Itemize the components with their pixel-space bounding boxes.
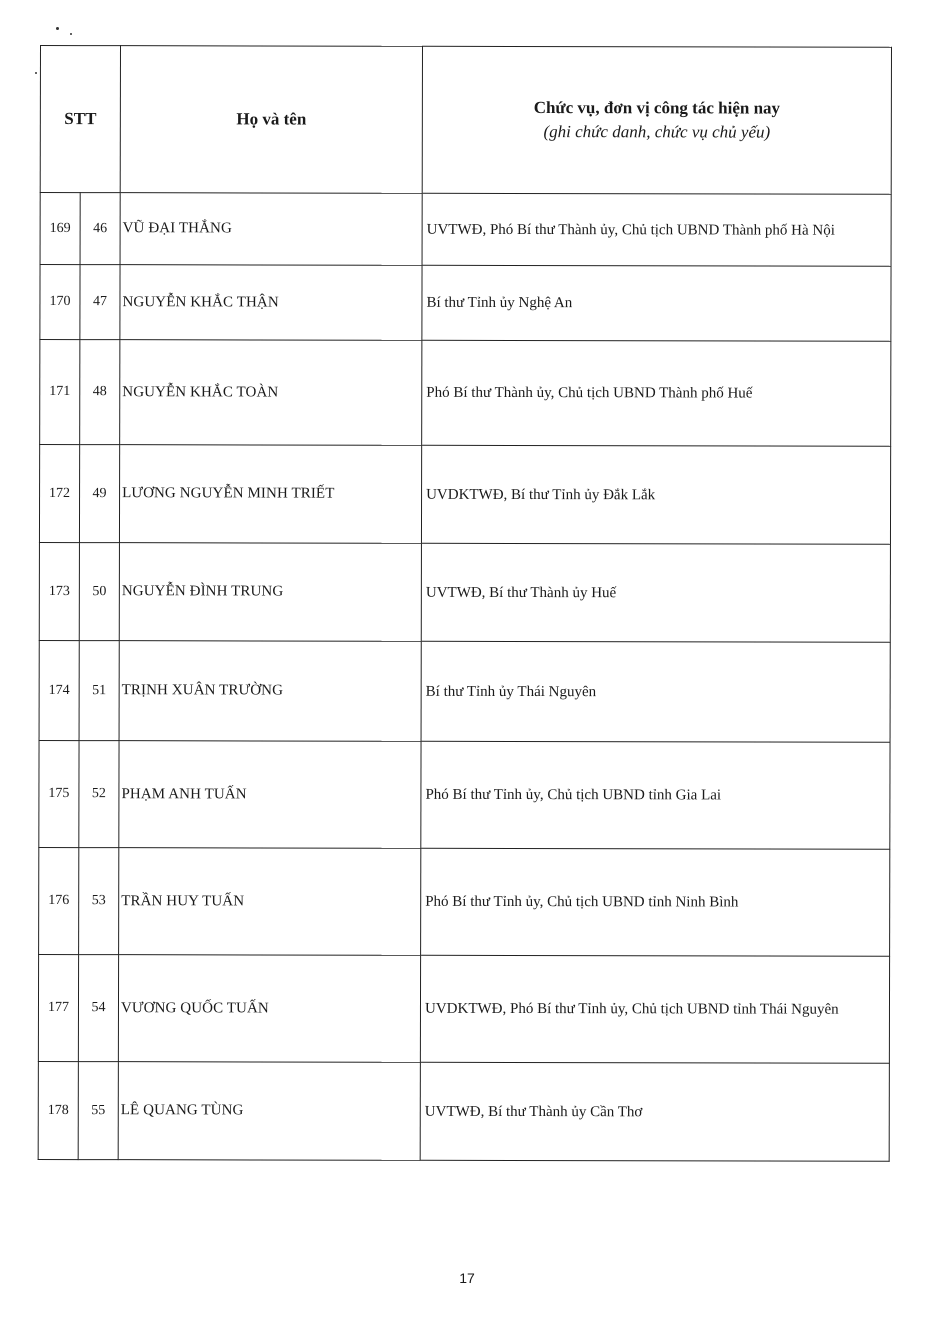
row-position: UVTWĐ, Bí thư Thành ủy Cần Thơ [420,1062,889,1161]
row-sub-index: 47 [80,265,120,340]
row-sub-index: 55 [78,1062,118,1160]
header-position-subtitle: (ghi chức danh, chức vụ chủ yếu) [543,122,771,142]
header-name: Họ và tên [120,46,422,194]
row-sub-index: 51 [79,641,119,741]
table-row [38,1061,889,1161]
row-name: TRỊNH XUÂN TRƯỜNG [119,641,421,742]
row-stt: 172 [39,445,79,543]
personnel-table [38,45,892,1162]
row-stt: 176 [39,847,79,954]
row-stt: 178 [38,1061,78,1159]
table-row [39,640,890,742]
table-row [39,740,890,849]
row-sub-index: 46 [80,193,120,265]
table-row [39,847,890,956]
table-row [40,193,891,267]
row-sub-index: 53 [79,848,119,955]
row-sub-index: 52 [79,741,119,848]
row-name: NGUYỄN KHẮC TOÀN [120,340,422,446]
table-row [40,340,891,447]
row-position: Phó Bí thư Tỉnh ủy, Chủ tịch UBND tỉnh Ninh Bình [421,848,890,956]
table-header-row [40,46,891,195]
scan-speck [56,27,59,30]
row-position: Phó Bí thư Thành ủy, Chủ tịch UBND Thành phố Huế [422,340,891,446]
header-position-title: Chức vụ, đơn vị công tác hiện nay [533,98,781,118]
header-position [422,46,891,194]
row-name: LÊ QUANG TÙNG [118,1062,420,1161]
row-stt: 175 [39,740,79,847]
table-row [39,542,890,642]
scan-speck [35,72,37,74]
row-name: NGUYỄN KHẮC THẬN [120,265,422,341]
row-stt: 173 [39,542,79,640]
row-name: VŨ ĐẠI THẮNG [120,193,422,266]
row-name: PHẠM ANH TUẤN [119,741,421,849]
row-sub-index: 48 [80,340,120,445]
row-name: TRẦN HUY TUẤN [119,848,421,956]
table-row [39,445,890,545]
row-position: Bí thư Tỉnh ủy Nghệ An [422,265,891,341]
row-position: UVTWĐ, Bí thư Thành ủy Huế [421,543,890,642]
row-position: UVTWĐ, Phó Bí thư Thành ủy, Chủ tịch UBND Thành phố Hà Nội [422,193,891,266]
table-row [38,954,889,1063]
row-stt: 170 [40,265,80,340]
page-number: 17 [459,1270,475,1286]
row-stt: 171 [40,340,80,445]
row-stt: 177 [38,954,78,1061]
row-name: NGUYỄN ĐÌNH TRUNG [119,543,421,642]
row-sub-index: 50 [79,543,119,641]
row-position: Phó Bí thư Tỉnh ủy, Chủ tịch UBND tỉnh Gia Lai [421,741,890,849]
row-stt: 174 [39,640,79,740]
row-sub-index: 54 [78,955,118,1062]
scan-speck [70,33,72,35]
row-position: Bí thư Tỉnh ủy Thái Nguyên [421,641,890,742]
row-sub-index: 49 [79,445,119,543]
table-row [40,265,891,342]
row-position: UVDKTWĐ, Phó Bí thư Tỉnh ủy, Chủ tịch UBND tỉnh Thái Nguyên [420,955,889,1063]
header-stt: STT [40,46,120,193]
row-name: LƯƠNG NGUYỄN MINH TRIẾT [119,445,421,544]
row-name: VƯƠNG QUỐC TUẤN [118,955,420,1063]
row-position: UVDKTWĐ, Bí thư Tỉnh ủy Đắk Lắk [421,445,890,544]
row-stt: 169 [40,193,80,265]
